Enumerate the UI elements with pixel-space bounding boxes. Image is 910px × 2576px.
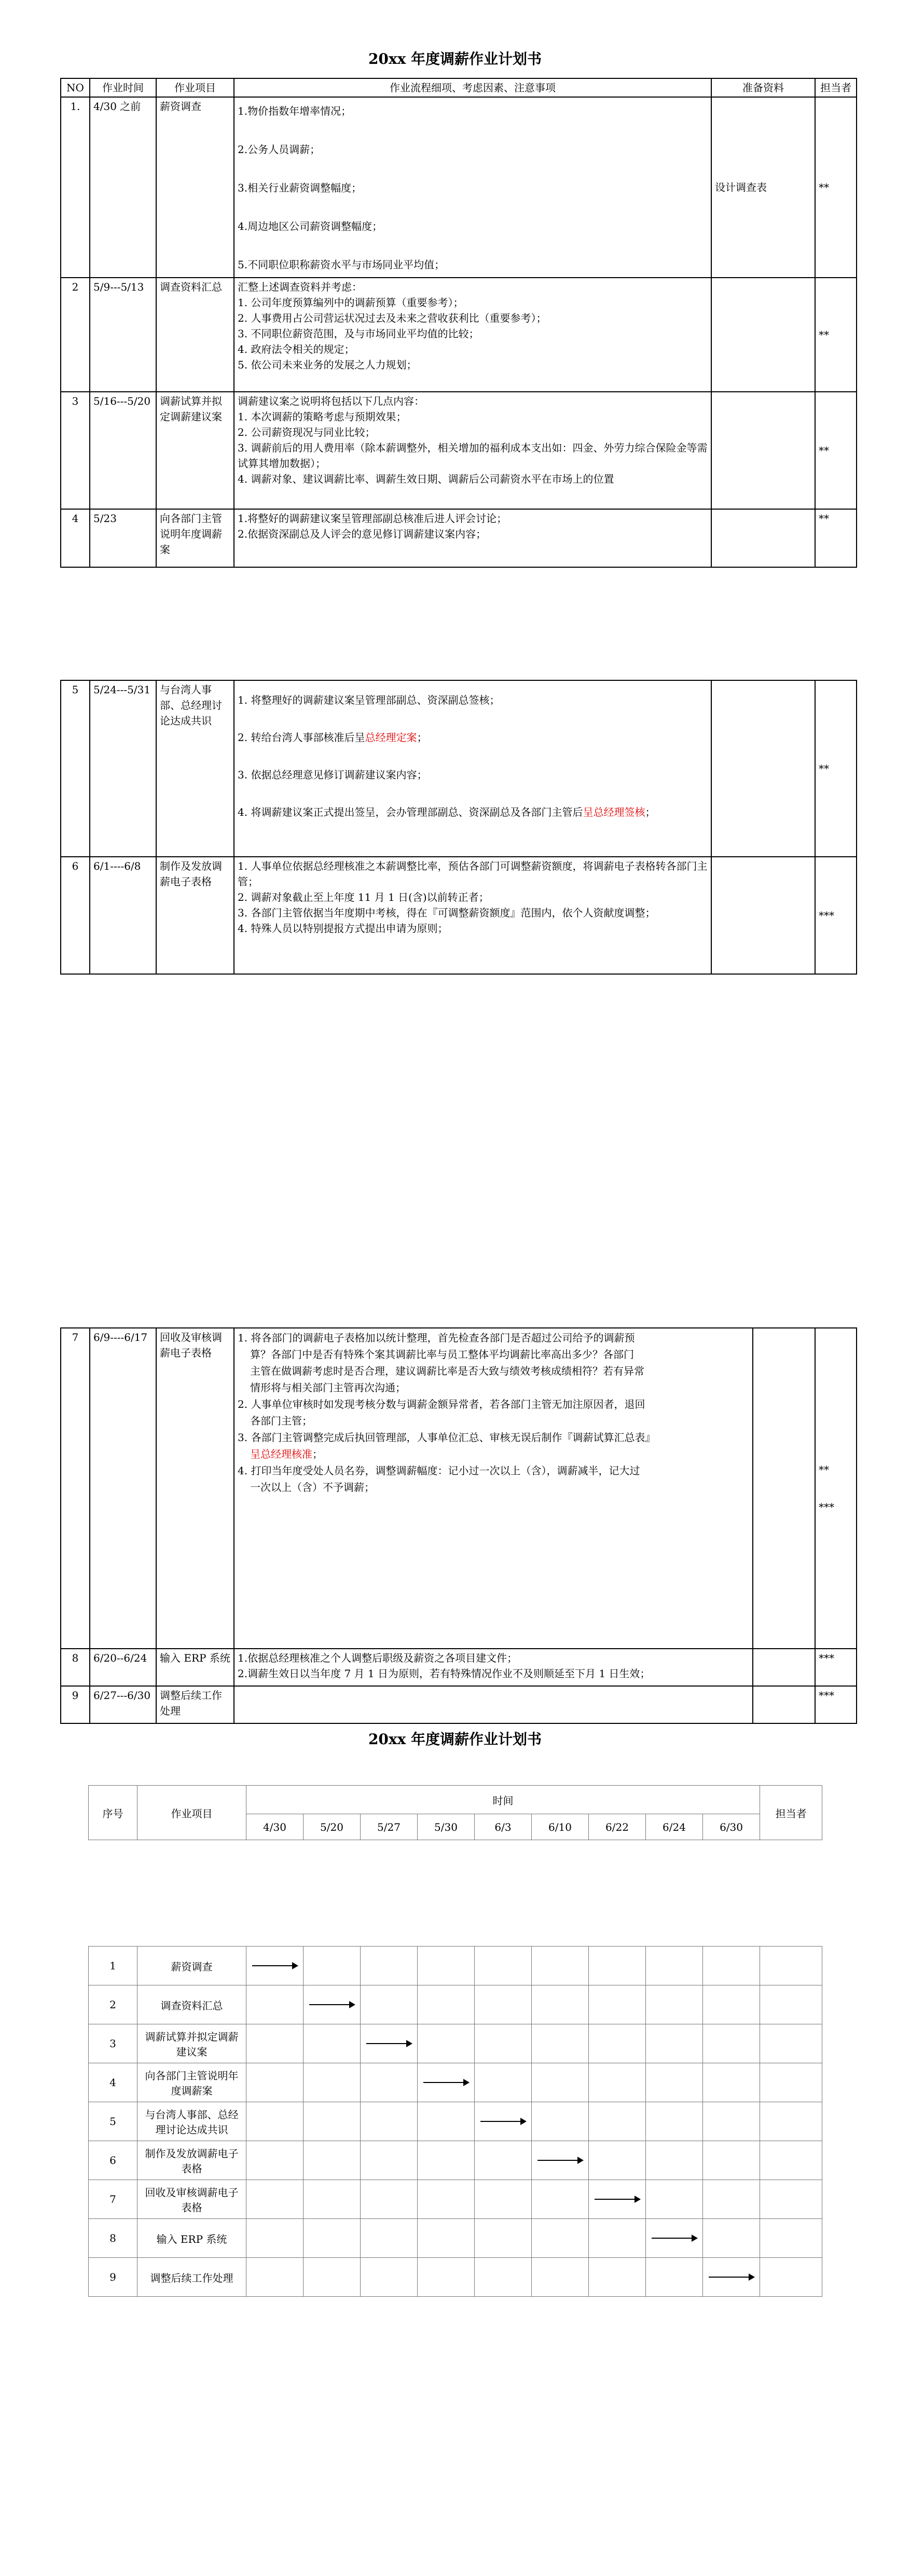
gantt-cell (475, 1947, 532, 1985)
gantt-cell (304, 2219, 361, 2258)
gantt-cell (246, 2219, 304, 2258)
process-line: 1.依据总经理核准之个人调整后职级及薪资之各项目建文件； (238, 1652, 518, 1664)
gantt-row-owner (760, 2063, 822, 2102)
gantt-cell (246, 2141, 304, 2180)
row-time: 6/9----6/17 (90, 1328, 156, 1649)
process-line: 2. 人事费用占公司营运状况过去及未来之营收获利比（重要参考）； (238, 312, 547, 324)
process-line: 情形将与相关部门主管再次沟通； (250, 1381, 406, 1394)
row-item: 向各部门主管说明年度调薪案 (156, 509, 234, 567)
gantt-cell (703, 2219, 760, 2258)
gantt-cell (475, 2141, 532, 2180)
gantt-row-no: 8 (89, 2219, 137, 2258)
process-line: 汇整上述调查资料并考虑： (238, 281, 362, 293)
gantt-cell (418, 2141, 475, 2180)
gantt-row-item: 调整后续工作处理 (137, 2258, 246, 2297)
row-prep (711, 857, 815, 974)
gantt-cell (361, 2219, 418, 2258)
process-line: 3. 各部门主管依据当年度期中考核，得在『可调整薪资额度』范围内，依个人资献度调整； (238, 907, 656, 919)
gantt-cell (418, 2258, 475, 2297)
row-process (234, 680, 711, 857)
gantt-cell (532, 2180, 589, 2219)
gantt-cell (703, 2180, 760, 2219)
schedule-header-time: 时间 (246, 1786, 760, 1814)
process-line: 1. 将整理好的调薪建议案呈管理部副总、资深副总签核； (238, 694, 500, 706)
row-item: 薪资调查 (156, 97, 234, 278)
timeline-arrow (423, 2082, 468, 2083)
table-row (61, 392, 857, 509)
gantt-cell (246, 2102, 304, 2141)
row-no: 4 (61, 509, 90, 567)
row-owner: *** (815, 1686, 857, 1723)
gantt-cell (361, 2258, 418, 2297)
row-time: 5/16---5/20 (90, 392, 156, 509)
gantt-cell (304, 2102, 361, 2141)
row-item: 回收及审核调薪电子表格 (156, 1328, 234, 1649)
row-process (234, 509, 711, 567)
highlight-text: 总经理定案 (365, 731, 417, 744)
table-row (61, 1649, 857, 1686)
date-header: 6/22 (589, 1814, 646, 1840)
gantt-cell (304, 2258, 361, 2297)
gantt-cell (589, 2063, 646, 2102)
gantt-cell (418, 1947, 475, 1985)
gantt-row (89, 2141, 822, 2180)
gantt-row-item: 制作及发放调薪电子表格 (137, 2141, 246, 2180)
gantt-row (89, 2063, 822, 2102)
process-line: 1. 本次调薪的策略考虑与预期效果； (238, 410, 407, 423)
process-line: 5. 依公司未来业务的发展之人力规划； (238, 359, 417, 371)
gantt-cell (532, 2258, 589, 2297)
gantt-cell (361, 2141, 418, 2180)
gantt-cell (646, 2102, 703, 2141)
row-time: 6/1----6/8 (90, 857, 156, 974)
date-header: 5/20 (304, 1814, 361, 1840)
gantt-row (89, 2180, 822, 2219)
gantt-row-no: 4 (89, 2063, 137, 2102)
gantt-row-owner (760, 2180, 822, 2219)
header-process: 作业流程细项、考虑因素、注意事项 (234, 78, 711, 97)
gantt-row-item: 向各部门主管说明年度调薪案 (137, 2063, 246, 2102)
gantt-row-owner (760, 2102, 822, 2141)
process-line: 4. 将调薪建议案正式提出签呈，会办管理部副总、资深副总及各部门主管后呈总经理签核； (238, 806, 656, 818)
gantt-cell (418, 2102, 475, 2141)
process-line: 4. 调薪对象、建议调薪比率、调薪生效日期、调薪后公司薪资水平在市场上的位置 (238, 473, 614, 485)
gantt-cell (646, 2024, 703, 2063)
gantt-cell (532, 2141, 589, 2180)
gantt-cell (532, 1985, 589, 2024)
process-line: 4. 政府法令相关的规定； (238, 343, 355, 355)
gantt-cell (532, 2024, 589, 2063)
gantt-row-no: 1 (89, 1947, 137, 1985)
gantt-cell (703, 2024, 760, 2063)
row-no: 8 (61, 1649, 90, 1686)
gantt-cell (646, 2141, 703, 2180)
table-row (61, 857, 857, 974)
process-line: 3. 各部门主管调整完成后执回管理部，人事单位汇总、审核无误后制作『调薪试算汇总表』 (238, 1431, 656, 1444)
timeline-arrow (709, 2277, 754, 2278)
gantt-cell (475, 2258, 532, 2297)
gantt-cell (246, 2063, 304, 2102)
row-owner: ** (815, 680, 857, 857)
row-item: 调薪试算并拟定调薪建议案 (156, 392, 234, 509)
row-time: 5/23 (90, 509, 156, 567)
process-line: 1.物价指数年增率情况； (238, 105, 352, 117)
row-prep (711, 278, 815, 392)
gantt-cell (246, 1947, 304, 1985)
timeline-arrow (480, 2121, 526, 2122)
gantt-cell (703, 2141, 760, 2180)
header-time: 作业时间 (90, 78, 156, 97)
row-time: 6/27---6/30 (90, 1686, 156, 1723)
process-line: 2. 调薪对象截止至上年度 11 月 1 日(含)以前转正者； (238, 891, 489, 903)
process-line: 4.周边地区公司薪资调整幅度； (238, 220, 383, 232)
row-prep (711, 509, 815, 567)
gantt-cell (304, 2024, 361, 2063)
gantt-cell (304, 2141, 361, 2180)
gantt-cell (475, 2219, 532, 2258)
gantt-cell (589, 2102, 646, 2141)
gantt-row-owner (760, 1947, 822, 1985)
gantt-cell (589, 1947, 646, 1985)
gantt-cell (646, 1947, 703, 1985)
process-line: 3.相关行业薪资调整幅度； (238, 182, 362, 194)
gantt-row (89, 2258, 822, 2297)
process-line: 主管在做调薪考虑时是否合理，建议调薪比率是否大致与绩效考核成绩相符？若有异常 (250, 1365, 644, 1377)
date-header: 6/24 (646, 1814, 703, 1840)
process-line: 算？各部门中是否有特殊个案其调薪比率与员工整体平均调薪比率高出多少？各部门 (250, 1348, 634, 1361)
gantt-cell (589, 2024, 646, 2063)
row-owner: ** (815, 97, 857, 278)
gantt-row-item: 输入 ERP 系统 (137, 2219, 246, 2258)
gantt-row-item: 薪资调查 (137, 1947, 246, 1985)
row-no: 5 (61, 680, 90, 857)
gantt-cell (475, 2102, 532, 2141)
header-no: NO (61, 78, 90, 97)
gantt-row-no: 6 (89, 2141, 137, 2180)
row-process (234, 1328, 753, 1649)
process-line: 3. 不同职位薪资范围，及与市场同业平均值的比较； (238, 327, 479, 340)
process-line: 4. 特殊人员以特别提报方式提出申请为原则； (238, 922, 448, 935)
plan-table-page2 (60, 680, 857, 975)
page-title: 20xx 年度调薪作业计划书 (368, 50, 542, 67)
gantt-cell (589, 2180, 646, 2219)
table-row (61, 680, 857, 857)
process-line: 2. 公司薪资现况与同业比较； (238, 426, 376, 439)
timeline-arrow (595, 2199, 640, 2200)
row-process (234, 1686, 753, 1723)
row-owner: *** (815, 1649, 857, 1686)
gantt-cell (418, 1985, 475, 2024)
gantt-row (89, 2219, 822, 2258)
gantt-cell (418, 2024, 475, 2063)
gantt-row-item: 与台湾人事部、总经理讨论达成共识 (137, 2102, 246, 2141)
header-owner: 担当者 (815, 78, 857, 97)
date-header: 6/30 (703, 1814, 760, 1840)
row-no: 2 (61, 278, 90, 392)
row-process (234, 278, 711, 392)
process-line: 2. 转给台湾人事部核准后呈总经理定案； (238, 731, 428, 744)
row-prep (711, 680, 815, 857)
process-line: 4. 打印当年度受处人员名券，调整调薪幅度：记小过一次以上（含），调薪减半，记大过 (238, 1464, 640, 1477)
row-item: 与台湾人事部、总经理讨论达成共识 (156, 680, 234, 857)
gantt-row-owner (760, 2219, 822, 2258)
gantt-row-no: 7 (89, 2180, 137, 2219)
process-line: 3. 依据总经理意见修订调薪建议案内容； (238, 769, 428, 781)
process-line: 3. 调薪前后的用人费用率（除本薪调整外，相关增加的福利成本支出如：四金、外劳力综合保险金等需试算其增加数据）； (238, 442, 708, 470)
process-line: 1. 公司年度预算编列中的调薪预算（重要参考）； (238, 296, 464, 309)
gantt-row-item: 回收及审核调薪电子表格 (137, 2180, 246, 2219)
row-prep (753, 1686, 815, 1723)
gantt-cell (703, 2102, 760, 2141)
row-process (234, 857, 711, 974)
gantt-cell (361, 2180, 418, 2219)
gantt-cell (361, 2024, 418, 2063)
gantt-row (89, 1947, 822, 1985)
timeline-arrow (652, 2238, 697, 2239)
gantt-cell (532, 2102, 589, 2141)
process-line: 1.将整好的调薪建议案呈管理部副总核准后进人评会讨论； (238, 512, 507, 525)
row-time: 5/9---5/13 (90, 278, 156, 392)
row-item: 输入 ERP 系统 (156, 1649, 234, 1686)
gantt-cell (646, 2258, 703, 2297)
gantt-row-item: 调薪试算并拟定调薪建议案 (137, 2024, 246, 2063)
row-prep (753, 1649, 815, 1686)
row-item: 调查资料汇总 (156, 278, 234, 392)
table-row (61, 1328, 857, 1649)
process-line: 1. 将各部门的调薪电子表格加以统计整理，首先检查各部门是否超过公司给予的调薪预 (238, 1332, 635, 1344)
plan-table-page1 (60, 78, 857, 568)
gantt-cell (418, 2063, 475, 2102)
process-line: 呈总经理核准； (250, 1448, 323, 1460)
gantt-cell (703, 1947, 760, 1985)
date-header: 6/10 (532, 1814, 589, 1840)
row-time: 5/24---5/31 (90, 680, 156, 857)
row-no: 6 (61, 857, 90, 974)
gantt-cell (246, 1985, 304, 2024)
row-owner: ** (815, 392, 857, 509)
row-process (234, 97, 711, 278)
table-row (61, 1686, 857, 1723)
gantt-cell (361, 2063, 418, 2102)
gantt-cell (418, 2180, 475, 2219)
row-time: 6/20--6/24 (90, 1649, 156, 1686)
plan-table-page3 (60, 1327, 857, 1724)
header-prep: 准备资料 (711, 78, 815, 97)
gantt-row-owner (760, 2141, 822, 2180)
gantt-cell (589, 1985, 646, 2024)
process-line: 2.调薪生效日以当年度 7 月 1 日为原则，若有特殊情况作业不及则顺延至下月 1 日生效； (238, 1667, 651, 1680)
schedule-header-no: 序号 (89, 1786, 137, 1840)
gantt-cell (246, 2180, 304, 2219)
process-line: 2.公务人员调薪； (238, 143, 321, 156)
schedule-header-item: 作业项目 (137, 1786, 246, 1840)
gantt-row-no: 5 (89, 2102, 137, 2141)
row-prep (753, 1328, 815, 1649)
gantt-cell (532, 2063, 589, 2102)
timeline-arrow (309, 2004, 354, 2005)
gantt-cell (589, 2219, 646, 2258)
process-line: 5.不同职位职称薪资水平与市场同业平均值； (238, 258, 445, 271)
gantt-cell (532, 2219, 589, 2258)
process-line: 2.依据资深副总及人评会的意见修订调薪建议案内容； (238, 528, 487, 540)
table-row (61, 97, 857, 278)
gantt-row-item: 调查资料汇总 (137, 1985, 246, 2024)
gantt-cell (589, 2141, 646, 2180)
gantt-row-no: 3 (89, 2024, 137, 2063)
gantt-cell (304, 2180, 361, 2219)
row-item: 制作及发放调薪电子表格 (156, 857, 234, 974)
gantt-cell (646, 1985, 703, 2024)
gantt-cell (646, 2219, 703, 2258)
process-line: 1. 人事单位依据总经理核准之本薪调整比率，预估各部门可调整薪资额度，将调薪电子表格转各部门主管； (238, 860, 708, 888)
gantt-row-owner (760, 2024, 822, 2063)
gantt-row-owner (760, 2258, 822, 2297)
gantt-cell (475, 2180, 532, 2219)
row-prep (711, 392, 815, 509)
row-no: 3 (61, 392, 90, 509)
gantt-row-owner (760, 1985, 822, 2024)
timeline-arrow (537, 2160, 583, 2161)
gantt-cell (246, 2024, 304, 2063)
highlight-text: 呈总经理核准 (250, 1448, 312, 1460)
gantt-row-no: 9 (89, 2258, 137, 2297)
date-header: 5/27 (361, 1814, 418, 1840)
gantt-cell (418, 2219, 475, 2258)
gantt-row-no: 2 (89, 1985, 137, 2024)
date-header: 5/30 (418, 1814, 475, 1840)
row-owner: ** *** (815, 1328, 857, 1649)
process-line: 一次以上（含）不予调薪； (250, 1481, 375, 1493)
timeline-arrow (366, 2043, 411, 2044)
gantt-row (89, 1985, 822, 2024)
schedule-header-owner: 担当者 (760, 1786, 822, 1840)
date-header: 6/3 (475, 1814, 532, 1840)
process-line: 调薪建议案之说明将包括以下几点内容： (238, 395, 424, 407)
gantt-cell (361, 1947, 418, 1985)
row-prep: 设计调查表 (711, 97, 815, 278)
row-process (234, 392, 711, 509)
gantt-cell (703, 1985, 760, 2024)
table-row (61, 509, 857, 567)
gantt-cell (475, 2063, 532, 2102)
process-line: 2. 人事单位审核时如发现考核分数与调薪金额异常者，若各部门主管无加注原因者，退回 (238, 1398, 645, 1410)
gantt-cell (246, 2258, 304, 2297)
gantt-table (88, 1946, 822, 2297)
gantt-cell (703, 2258, 760, 2297)
date-header: 4/30 (246, 1814, 304, 1840)
row-owner: *** (815, 857, 857, 974)
table-header-row (61, 78, 857, 97)
header-item: 作业项目 (156, 78, 234, 97)
process-line: 各部门主管； (250, 1415, 312, 1427)
gantt-cell (304, 2063, 361, 2102)
gantt-row (89, 2102, 822, 2141)
timeline-arrow (252, 1965, 297, 1966)
row-no: 1. (61, 97, 90, 278)
row-item: 调整后续工作处理 (156, 1686, 234, 1723)
schedule-title: 20xx 年度调薪作业计划书 (368, 1731, 542, 1748)
highlight-text: 呈总经理签核 (583, 806, 645, 818)
row-no: 9 (61, 1686, 90, 1723)
row-time: 4/30 之前 (90, 97, 156, 278)
gantt-cell (475, 1985, 532, 2024)
table-row (61, 278, 857, 392)
row-owner: ** (815, 509, 857, 567)
gantt-cell (304, 1985, 361, 2024)
gantt-cell (304, 1947, 361, 1985)
row-process (234, 1649, 753, 1686)
gantt-cell (589, 2258, 646, 2297)
gantt-cell (361, 2102, 418, 2141)
row-owner: ** (815, 278, 857, 392)
gantt-cell (532, 1947, 589, 1985)
gantt-cell (646, 2063, 703, 2102)
schedule-header-table (88, 1785, 822, 1840)
gantt-cell (361, 1985, 418, 2024)
gantt-cell (475, 2024, 532, 2063)
gantt-row (89, 2024, 822, 2063)
gantt-cell (646, 2180, 703, 2219)
row-no: 7 (61, 1328, 90, 1649)
gantt-cell (703, 2063, 760, 2102)
